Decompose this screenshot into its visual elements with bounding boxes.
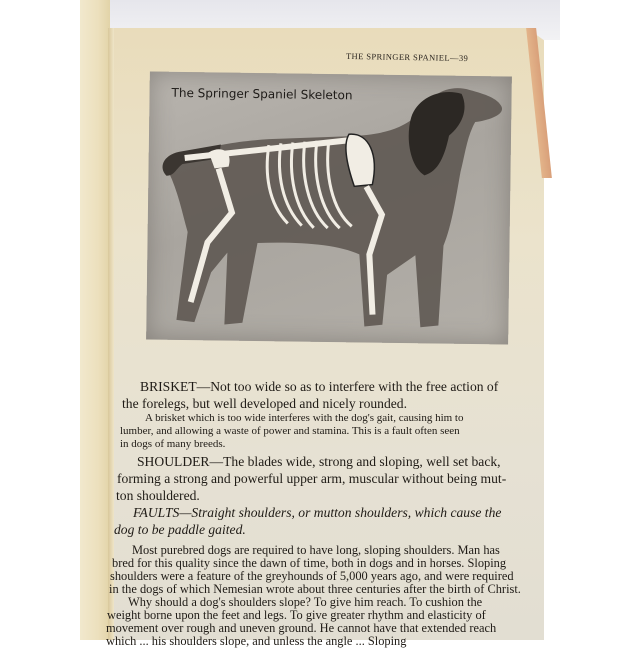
body-line-6: weight borne upon the feet and legs. To give greater rhythm and elasticity of <box>107 608 486 622</box>
shoulder-line-3: ton shouldered. <box>116 488 200 503</box>
body-line-3: shoulders were a feature of the greyhounds of 5,000 years ago, and were required <box>110 569 514 583</box>
shoulder-line-1: SHOULDER—The blades wide, strong and sloping, well set back, <box>137 454 501 469</box>
book-gutter <box>108 28 114 640</box>
dog-skeleton-drawing <box>146 71 512 344</box>
faults-line-2: dog to be paddle gaited. <box>114 522 246 537</box>
brisket-note-line-3: in dogs of many breeds. <box>120 438 226 450</box>
body-line-7: movement over rough and uneven ground. He cannot have that extended reach <box>106 621 497 635</box>
body-line-8: which ... his shoulders slope, and unless the angle ... Sloping <box>106 634 407 648</box>
figure-caption: The Springer Spaniel Skeleton <box>171 85 353 103</box>
brisket-note-line-2: lumber, and allowing a waste of power and stamina. This is a fault often seen <box>120 425 460 437</box>
skeleton-illustration <box>146 71 512 344</box>
brisket-note-line-1: A brisket which is too wide interferes with the dog's gait, causing him to <box>145 412 464 424</box>
brisket-line-2: the forelegs, but well developed and nicely rounded. <box>122 396 407 411</box>
body-line-2: bred for this quality since the dawn of time, both in dogs and in horses. Sloping <box>112 556 507 570</box>
body-line-5: Why should a dog's shoulders slope? To give him reach. To cushion the <box>128 595 483 609</box>
faults-line-1: FAULTS—Straight shoulders, or mutton shoulders, which cause the <box>133 505 502 520</box>
left-page-edge <box>80 0 110 640</box>
shoulder-line-2: forming a strong and powerful upper arm, muscular without being mut- <box>117 471 507 486</box>
body-line-4: in the dogs of which Nemesian wrote about three centuries after the birth of Christ. <box>109 582 521 596</box>
body-line-1: Most purebred dogs are required to have long, sloping shoulders. Man has <box>132 543 500 557</box>
running-head: THE SPRINGER SPANIEL—39 <box>345 50 469 64</box>
brisket-line-1: BRISKET—Not too wide so as to interfere with the free action of <box>140 379 499 394</box>
